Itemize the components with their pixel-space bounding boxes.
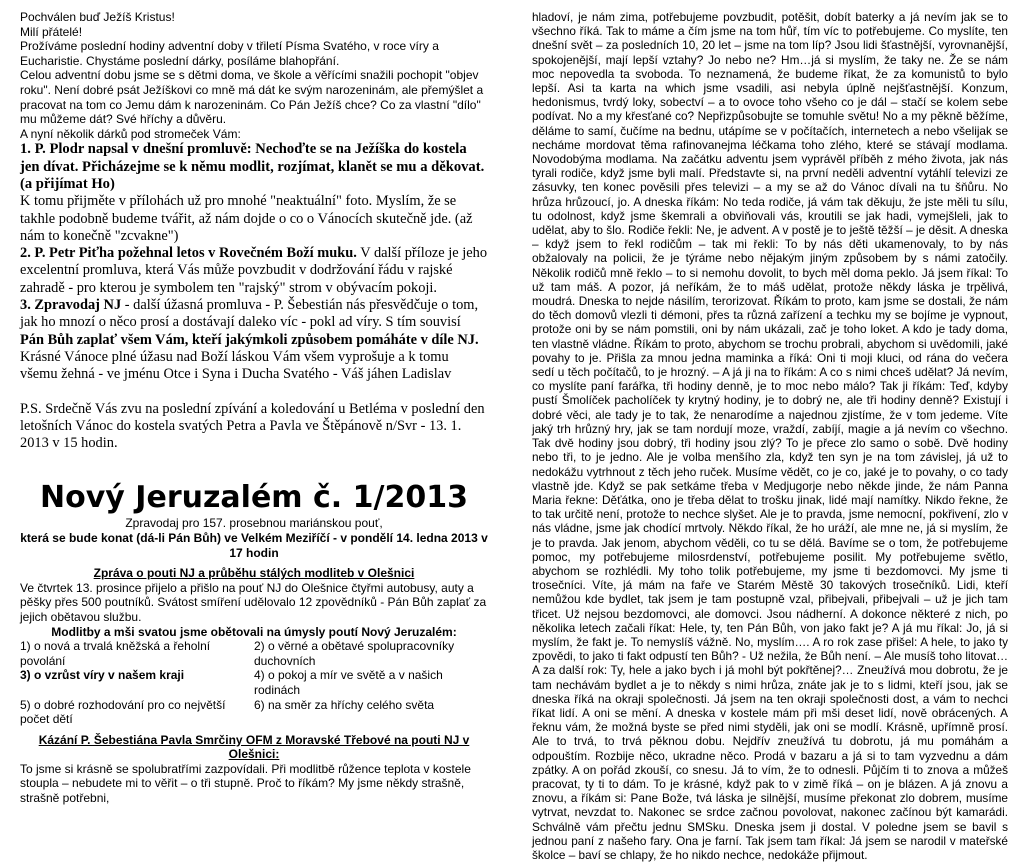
gift-1-text: K tomu přijměte v přílohách už pro mnohé "neaktuální" foto. Myslím, že se takhle podobně budeme tvářit, až nám dojde o co o Vánocích skutečně jde. (až nám to konečně "zcvakne") [20,193,473,244]
greeting: Pochválen buď Ježíš Kristus! [20,10,175,24]
prayer-item: 5) o dobré rozhodování pro co největší počet dětí [20,697,226,727]
prayer-item: 4) o pokoj a mír ve světě a v našich rodinách [254,668,443,697]
gift-2-text: V další příloze je jeho excelentní promluva, která Vás může povzbudit v dodržování řádu v rajské zahradě - pro kterou je symbolem ten "rajský" strom v obývacím pokoji. [20,245,488,296]
sermon-text: To jsme si krásně se spolubratřími zazpovídali. Při modlitbě růžence teplota v kostele stoupla – nebudete mi to věřit – o tři stupně. Proč to říkám? My jsme někdy strašně, strašně potřebni, [20,761,471,806]
subtitle-line-2: která se bude konat (dá-li Pán Bůh) ve Velkém Meziříčí - v pondělí 14. ledna 2013 v 17 hodin [20,530,488,560]
bulletin-title: Nový Jeruzalém č. 1/2013 [40,480,468,516]
prayer-list [20,639,488,727]
report-text: Ve čtvrtek 13. prosince přijelo a přišlo na pouť NJ do Olešnice čtyřmi autobusy, auty a pěšky přes 500 poutníků. Svátost smíření udělovalo 12 zpovědníků - Pán Bůh zaplať za jejich obětavou službu. [20,580,487,624]
prayer-item: 2) o věrné a obětavé spolupracovníky duchovních [254,639,455,668]
gift-3-text: - další úžasná promluva - P. Šebestián nás přesvědčuje o tom, jak ho mnozí o něco prosí a dostávají daleko víc - pokl ad víry. S tím souvisí [20,297,479,331]
bulletin-subtitle [20,516,488,560]
subtitle-line-1: Zpravodaj pro 157. prosebnou mariánskou pouť, [125,516,383,531]
gifts-section [20,141,488,452]
left-column [20,10,488,806]
sermon-continuation: hladoví, je nám zima, potřebujeme povzbudit, potěšit, dobít baterky a já nevím jak se to všechno říká. Tak to máme a čím jsme na tom hůř, tím víc to potřebujeme. Co myslíte, ten dnešní svět – za posledních 10, 20 let – jsme na tom líp? Jsou lidi šťastnější, vyrovnanější, spokojenější, mají lepší vztahy? Jo nebo ne? Hm…já si myslím, že taky ne. Že se nám moc nepovedla ta svoboda. To neznamená, že budeme říkat, že za komunistů to bylo lepší. Asi ta karta na which jsme vsadili, asi nebyla úplně nejšťastnější. Konzum, hedonismus, tvrdý loky, sobectví – a to ovoce toho všeho co je dál – stačí se kolem sebe podívat. No a my křesťané co? Nepřizpůsobujte se tomuhle světu! No a my pěkně běžíme, děláme to samí, čučíme na bednu, utápíme se v počítačích, internetech a nebo všelijak se necháme mordovat těma rafinovanejma léčkama toho zlého, které se stávají modlama. Novodobýma modlama. Na začátku adventu jsem vyprávěl příběh z mého života, jak nás tyrali rodiče, když jsme byli malí. Představte si, na první neděli adventní vytáhlí televizi ze zásuvky, ten konec pověsili přes televizi – a my se až do Vánoc dívali na tu šňůru. No hrůza hrůzoucí, jo. A dneska říkám: No teda rodiče, já vám tak děkuju, že jste měli tu sílu, tu odolnost, když jsme škemrali a obviňovali vás, kroutili se jak hadi, vymejšleli, jak to udělat, aby to šlo. Rodiče řekli: Ne, je advent. A v postě je to ještě těžší – je děsit. A dneska – když jsem to řekl rodičům – tak mi řekli: To by nás děti ukamenovaly, to by nás obžalovaly na policii, že je týráme nebo nějakým jiným způsobem by s námi zatočily. Několik rodičů mně řeklo – to si nemohu dovolit, to bych měl doma peklo. Já jsem říkal: To už tam máš. A pozor, já neříkám, že to máš udělat, protože někdy láska je trpělivá, moudrá. Dneska to nejde násilím, terorizovat. Říkám to proto, kam jsme se dostali, že nám do těch domovů vlezli ti démoni, přes ta různá zařízení a techku my se bojíme je vypnout, protože oni by se nám pomstili, oni by nám ukázali, zač je toho loket. A kdo je tady doma, ten vlastně vládne. Říkám to proto, abychom se trochu probrali, abychom si uvědomili, jaké povahy to je. Přišla za mnou jedna maminka a říká: Oni ti moji kluci, od rána do večera sedí u těch počítačů, to je hrozný. – A já ji na to říkám: A co s nimi chceš udělat? Já nevím, co myslíte paní farářka, tři hodiny denně, je to moc nebo málo? Tak ji říkám: Teď, kdyby pustí Šmolíček pacholíček ty krytný hodiny, je to dobrý ne, ale tři hodiny denně? Existují i dobré věci, ale tady je to tak, že nenarodíme a najednou zjistíme, že v tom jedeme. Víte jaký trh hrůzný hry, jak se tam nordují moze, vraždí, zabíjí, magie a já nevím co všechno. Tak dvě hodiny jsou dobrý, tři hodiny jsou zlý? To je přece zlo samo o sobě. Dvě hodiny nebo tři, to je jedno. Ale je volba menšího zla, když ten syn je na tom závislej, já už to nedokážu vytrhnout z těch jeho ruček. Musíme vědět, co je co, jaké je to povahy, o co tady vlastně jde. Když se pak setkáme třeba v Medjugorje nebo někde jinde, že nám Panna Maria řekne: Děťátka, ono je třeba dělat to trošku jinak, lidé mají namítky. Nikdo řekne, že to tak určitě není, protože to nechce slyšet. Ale je to pravda, jsme nemocní, pokřivení, zlo v nás vládne, jsme jak chodící mrtvoly. Někdo říkal, že ho uráží, ale mne ne, já si myslím, že je to pravda. Jak jenom, abychom věděli, co tu se dělá. Bavíme se o tom, že potřebujeme pomoc, my potřebujeme milosrdenství, potřebujeme posilit. My potřebujeme světlo, abychom se rozhlédli. My toho tolik potřebujeme, my jsme ti bezdomovci. My jsme ti trosečníci. Víte, já mám na faře ve Starém Městě 30 takových trosečníků. Lidi, kteří nemůžou kde bydlet, tak jsem je tam postupně vzal, přibejvali, přibejvali – už je jich tam třicet. Už nejsou bezdomovci, ale domovci. Jsou nádherní. A dokonce některé z nich, po několika letech začali říkat: Hele, ty, ten Pán Bůh, von jako fakt je? A já mu říkal: Jo, já si myslím, že fakt je. To nemyslíš vážně. No, myslím…. A ro rok zase přišel: A hele, to jako ty zpovědi, to jako ti fakt odpustí ten Bůh? - Už nežila, že Bůh není. – Ale musíš toho litovat… A za další rok: Ty, hele a jako bych i já mohl být pokřtěnej?… Zneužívá mou dobrotu, že je tam nechávám bydlet a je to někdy s nimi hrůza, znáte jak je to s lidmi, kteří jsou, jak se dneska říká na okraji společnosti. Já jsem na ten okraji společnosti dost, a vám to nechci říkat lidí. A oni se mění. A dneska v kostele mám při mši deset lidí, nově obrácených. A řeknu vám, že možná byste se před nimi styděli, jak oni se modlí. Krásně, upřímně prosí. Ale to trvá, to trvá pěknou dobu. Nejdřív zneužívá tu dobrotu, já mu pomáhám a odpouštím. Rozbije něco, ukradne něco. Prodá v bazaru a já si to tam vyzvednu a dám zpátky. A on pořád zkouší, co snesu. Já to vím, že to odnesli. Půjčím ti to znova a můžeš pracovat, ty ti to dám. To je krásné, když pak to v zimě říká – on je blázen. A já znovu a znovu, a říkám si: Pane Bože, tvá láska je silnější, musíme překonat zlo dobrem, musíme vytrvat, nevzdat to. Nakonec se srdce začnou povolovat, nakonec začínou být kamarádi. Schválně vám přečtu jednu SMSku. Dneska jsem ji dostal. V poledne jsem se bavil s jednou paní z našeho fary. Ona je farní. Tak jsem tam říkal: Já jsem se narodil v mateřské školce – baví se chlapy, že ho nikdo nechce, nedokáže přijmout. [532,10,1008,862]
closing-blessing: Krásné Vánoce plné úžasu nad Boží láskou Vám všem vyprošuje a k tomu všemu žehná - ve jménu Otce i Syna i Ducha Svatého - Váš jáhen Ladislav [20,348,452,383]
prayer-heading: Modlitby a mši svatou jsme obětovali na úmysly poutí Nový Jeruzalém: [51,624,457,639]
letter-intro [20,10,488,141]
prayer-item: 6) na směr za hříchy celého světa [254,697,435,712]
sermon-heading: Kázání P. Šebestiána Pavla Smrčiny OFM z Moravské Třebové na pouti NJ v Olešnici: [38,732,470,762]
intro-paragraph-1: Prožíváme poslední hodiny adventní doby v třiletí Písma Svatého, v roce víry a Eucharistie. Chystáme poslední dárky, posíláme blahopřání. [20,39,439,68]
right-column [532,10,1008,862]
report-heading: Zpráva o pouti NJ a průběhu stálých modliteb v Olešnici [93,566,415,581]
salutation: Milí přátelé! [20,24,83,39]
gift-1-heading: 1. P. Plodr napsal v dnešní promluvě: Nechoďte se na Ježíška do kostela jen dívat. Přicházejme se k němu modlit, rozjímat, klanět se mu a děkovat. (a přijímat Ho) [20,141,485,192]
pilgrimage-report [20,566,488,806]
intro-paragraph-2: Celou adventní dobu jsme se s dětmi doma, ve škole a věřícími snažili pochopit "objev roku". Není dobré psát Ježíškovi co mně má dát ke svým narozeninám, ale přemýšlet a pracovat na tom co Jemu dám k narozeninám. Co Pán Ježíš chce? Co za vlastní "dílo" mu můžeme dát? Své hříchy a důvěru. [20,68,484,127]
postscript: P.S. Srdečně Vás zvu na poslední zpívání a koledování u Betléma v poslední den letošních Vánoc do kostela svatých Petra a Pavla ve Štěpánově n/Svr - 13. 1. 2013 v 15 hodin. [20,400,485,452]
intro-paragraph-3: A nyní několik dárků pod stromeček Vám: [20,126,241,141]
prayer-item: 3) o vzrůst víry v našem kraji [20,668,185,683]
prayer-item: 1) o nová a trvalá kněžská a řeholní povolání [20,639,211,668]
gift-3-thanks: Pán Bůh zaplať všem Vám, kteří jakýmkoli způsobem pomáháte v díle NJ. [20,331,479,348]
gift-3-heading: 3. Zpravodaj NJ [20,297,122,314]
gift-2-heading: 2. P. Petr Piťha požehnal letos v Rovečném Boží muku. [20,245,357,262]
